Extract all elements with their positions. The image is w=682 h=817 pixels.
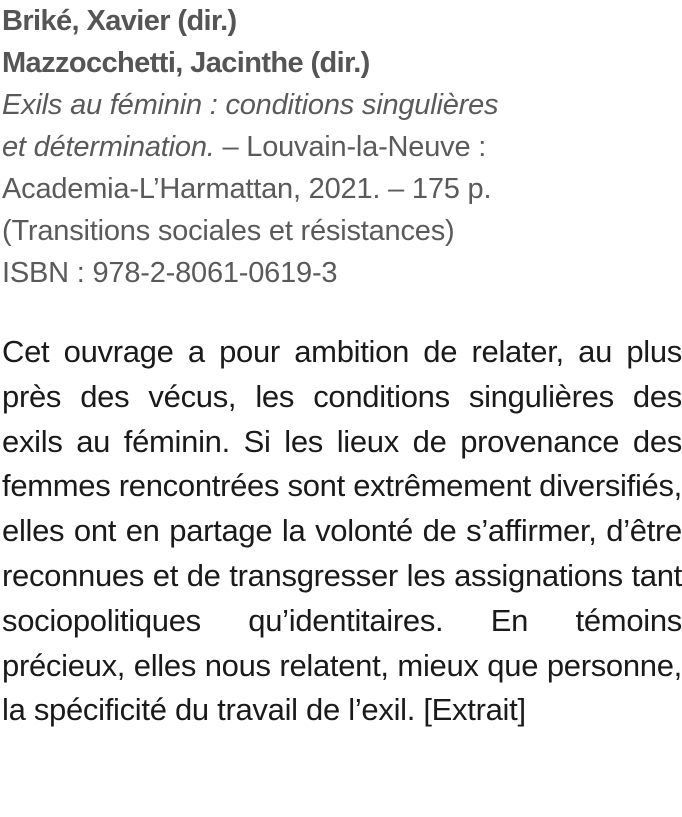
publisher-info: Academia-L’Harmattan, 2021. – 175 p. [2, 173, 492, 205]
abstract-paragraph: Cet ouvrage a pour ambition de relater, au plus près des vécus, les conditions singulières des exils au féminin. Si les lieux de provenance des femmes rencontrées sont extrêmement diversifiés, elles ont en partage la volonté de s’affirmer, d’être reconnues et de transgresser les assignations tant sociopolitiques qu’identitaires. En témoins précieux, elles nous relatent, mieux que personne, la spécificité du travail de l’exil. [Extrait] [2, 334, 682, 728]
reference-line-2 [2, 126, 682, 168]
series-name: (Transitions sociales et résistances) [2, 215, 455, 247]
isbn: ISBN : 978-2-8061-0619-3 [2, 257, 338, 289]
author-1: Briké, Xavier (dir.) [2, 5, 237, 37]
reference-line-1 [2, 84, 682, 126]
author-2: Mazzocchetti, Jacinthe (dir.) [2, 47, 370, 79]
book-title-continued: et détermination. [2, 131, 215, 163]
book-title: Exils au féminin : conditions singulières [2, 89, 499, 121]
bibliographic-reference [2, 0, 682, 294]
publisher-place: – Louvain-la-Neuve : [214, 131, 487, 163]
